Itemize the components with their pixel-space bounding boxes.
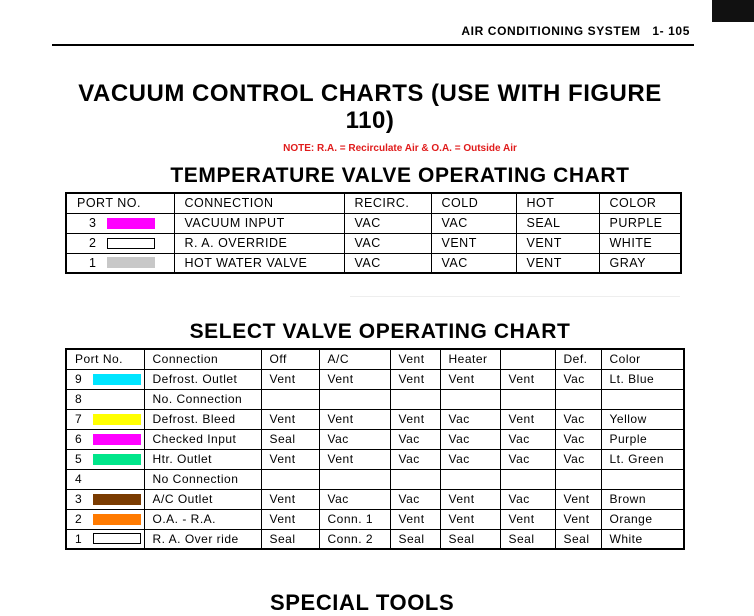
- color-name-cell: [601, 469, 684, 489]
- port-cell: [66, 509, 144, 529]
- temperature-chart-title: TEMPERATURE VALVE OPERATING CHART: [170, 164, 630, 187]
- port-cell: [66, 449, 144, 469]
- recirc-cell: VAC: [344, 233, 431, 253]
- table-row: [66, 449, 684, 469]
- vent-cell: [390, 469, 440, 489]
- color-name-cell: White: [601, 529, 684, 549]
- heater-cell: Vac: [440, 449, 500, 469]
- header-color: Color: [601, 349, 684, 369]
- table-row: [66, 213, 681, 233]
- color-swatch: [93, 414, 141, 425]
- table-row: [66, 509, 684, 529]
- blank-mode-cell: Vent: [500, 409, 555, 429]
- vent-cell: Vac: [390, 489, 440, 509]
- port-number: 7: [75, 412, 83, 426]
- abbreviation-note: NOTE: R.A. = Recirculate Air & O.A. = Outside Air: [283, 143, 517, 154]
- color-name-cell: Lt. Blue: [601, 369, 684, 389]
- connection-cell: R. A. Over ride: [144, 529, 261, 549]
- connection-cell: R. A. OVERRIDE: [174, 233, 344, 253]
- vent-cell: [390, 389, 440, 409]
- color-name-cell: Orange: [601, 509, 684, 529]
- color-name-cell: WHITE: [599, 233, 681, 253]
- color-swatch: [107, 257, 155, 268]
- page-corner-mark: [712, 0, 754, 22]
- port-number: 2: [89, 236, 97, 250]
- def-cell: Vac: [555, 449, 601, 469]
- off-cell: Vent: [261, 449, 319, 469]
- off-cell: Vent: [261, 509, 319, 529]
- color-name-cell: Lt. Green: [601, 449, 684, 469]
- header-hot: HOT: [516, 193, 599, 213]
- port-number: 6: [75, 432, 83, 446]
- connection-cell: Htr. Outlet: [144, 449, 261, 469]
- port-cell: [66, 409, 144, 429]
- table-row: [66, 529, 684, 549]
- header-cold: COLD: [431, 193, 516, 213]
- heater-cell: Vent: [440, 369, 500, 389]
- page-number: 1- 105: [652, 24, 690, 38]
- port-cell: [66, 529, 144, 549]
- heater-cell: Vac: [440, 409, 500, 429]
- def-cell: Vent: [555, 509, 601, 529]
- port-number: 3: [75, 492, 83, 506]
- port-cell: [66, 213, 174, 233]
- color-name-cell: Yellow: [601, 409, 684, 429]
- table-row: [66, 369, 684, 389]
- color-swatch: [93, 434, 141, 445]
- port-cell: [66, 469, 144, 489]
- color-name-cell: PURPLE: [599, 213, 681, 233]
- port-number: 2: [75, 512, 83, 526]
- ac-cell: Vent: [319, 369, 390, 389]
- header-heater: Heater: [440, 349, 500, 369]
- vent-cell: Vent: [390, 509, 440, 529]
- cold-cell: VENT: [431, 233, 516, 253]
- section-name: AIR CONDITIONING SYSTEM: [461, 24, 641, 38]
- def-cell: Vac: [555, 409, 601, 429]
- table-row: [66, 389, 684, 409]
- connection-cell: Checked Input: [144, 429, 261, 449]
- blank-mode-cell: Vent: [500, 369, 555, 389]
- select-table-header-row: [66, 349, 684, 369]
- port-cell: [66, 389, 144, 409]
- table-row: [66, 253, 681, 273]
- ac-cell: Vac: [319, 489, 390, 509]
- temperature-table-header-row: [66, 193, 681, 213]
- vent-cell: Vent: [390, 369, 440, 389]
- vent-cell: Seal: [390, 529, 440, 549]
- heater-cell: Seal: [440, 529, 500, 549]
- def-cell: Vent: [555, 489, 601, 509]
- hot-cell: VENT: [516, 233, 599, 253]
- ac-cell: Conn. 2: [319, 529, 390, 549]
- connection-cell: HOT WATER VALVE: [174, 253, 344, 273]
- blank-mode-cell: Vac: [500, 489, 555, 509]
- heater-cell: Vac: [440, 429, 500, 449]
- cold-cell: VAC: [431, 213, 516, 233]
- table-row: [66, 233, 681, 253]
- ac-cell: Vent: [319, 409, 390, 429]
- recirc-cell: VAC: [344, 253, 431, 273]
- table-row: [66, 489, 684, 509]
- connection-cell: VACUUM INPUT: [174, 213, 344, 233]
- connection-cell: No. Connection: [144, 389, 261, 409]
- color-swatch: [93, 454, 141, 465]
- color-name-cell: Brown: [601, 489, 684, 509]
- ac-cell: Vac: [319, 429, 390, 449]
- connection-cell: Defrost. Outlet: [144, 369, 261, 389]
- connection-cell: Defrost. Bleed: [144, 409, 261, 429]
- color-name-cell: GRAY: [599, 253, 681, 273]
- connection-cell: A/C Outlet: [144, 489, 261, 509]
- header-ac: A/C: [319, 349, 390, 369]
- vent-cell: Vent: [390, 409, 440, 429]
- off-cell: [261, 389, 319, 409]
- off-cell: Vent: [261, 489, 319, 509]
- page-title-line-1: VACUUM CONTROL CHARTS (USE WITH FIGURE: [78, 80, 662, 107]
- def-cell: Seal: [555, 529, 601, 549]
- color-name-cell: [601, 389, 684, 409]
- cold-cell: VAC: [431, 253, 516, 273]
- color-swatch: [93, 533, 141, 544]
- heater-cell: Vent: [440, 489, 500, 509]
- color-swatch: [107, 238, 155, 249]
- heater-cell: [440, 389, 500, 409]
- heater-cell: [440, 469, 500, 489]
- port-cell: [66, 253, 174, 273]
- def-cell: Vac: [555, 429, 601, 449]
- table-row: [66, 469, 684, 489]
- select-chart-title: SELECT VALVE OPERATING CHART: [189, 320, 571, 343]
- port-cell: [66, 233, 174, 253]
- temperature-valve-table: [65, 192, 682, 274]
- color-swatch: [93, 494, 141, 505]
- port-number: 8: [75, 392, 83, 406]
- heater-cell: Vent: [440, 509, 500, 529]
- blank-mode-cell: Vent: [500, 509, 555, 529]
- port-cell: [66, 369, 144, 389]
- color-name-cell: Purple: [601, 429, 684, 449]
- next-section-heading: SPECIAL TOOLS: [270, 590, 455, 615]
- connection-cell: No Connection: [144, 469, 261, 489]
- select-valve-table: [65, 348, 685, 550]
- off-cell: Seal: [261, 529, 319, 549]
- port-cell: [66, 489, 144, 509]
- vent-cell: Vac: [390, 449, 440, 469]
- color-swatch: [93, 374, 141, 385]
- page-title-line-2: 110): [345, 107, 395, 134]
- blank-mode-cell: Vac: [500, 429, 555, 449]
- off-cell: Seal: [261, 429, 319, 449]
- page-title: [60, 80, 680, 134]
- recirc-cell: VAC: [344, 213, 431, 233]
- port-number: 4: [75, 472, 83, 486]
- color-swatch: [107, 218, 155, 229]
- header-connection: CONNECTION: [174, 193, 344, 213]
- header-port-no: PORT NO.: [66, 193, 174, 213]
- header-blank: [500, 349, 555, 369]
- ac-cell: Vent: [319, 449, 390, 469]
- blank-mode-cell: [500, 389, 555, 409]
- port-number: 3: [89, 216, 97, 230]
- header-vent: Vent: [390, 349, 440, 369]
- ac-cell: [319, 389, 390, 409]
- faint-divider: [350, 296, 680, 297]
- color-swatch: [93, 514, 141, 525]
- connection-cell: O.A. - R.A.: [144, 509, 261, 529]
- def-cell: [555, 389, 601, 409]
- blank-mode-cell: Seal: [500, 529, 555, 549]
- header-def: Def.: [555, 349, 601, 369]
- header-connection: Connection: [144, 349, 261, 369]
- off-cell: [261, 469, 319, 489]
- port-number: 5: [75, 452, 83, 466]
- table-row: [66, 409, 684, 429]
- hot-cell: SEAL: [516, 213, 599, 233]
- blank-mode-cell: Vac: [500, 449, 555, 469]
- ac-cell: Conn. 1: [319, 509, 390, 529]
- port-number: 1: [89, 255, 97, 270]
- port-number: 9: [75, 372, 83, 386]
- running-header: [0, 24, 690, 38]
- header-off: Off: [261, 349, 319, 369]
- blank-mode-cell: [500, 469, 555, 489]
- def-cell: [555, 469, 601, 489]
- hot-cell: VENT: [516, 253, 599, 273]
- port-cell: [66, 429, 144, 449]
- header-recirc: RECIRC.: [344, 193, 431, 213]
- vent-cell: Vac: [390, 429, 440, 449]
- header-color: COLOR: [599, 193, 681, 213]
- off-cell: Vent: [261, 409, 319, 429]
- header-port-no: Port No.: [66, 349, 144, 369]
- off-cell: Vent: [261, 369, 319, 389]
- header-rule: [52, 44, 694, 46]
- table-row: [66, 429, 684, 449]
- def-cell: Vac: [555, 369, 601, 389]
- port-number: 1: [75, 531, 83, 546]
- ac-cell: [319, 469, 390, 489]
